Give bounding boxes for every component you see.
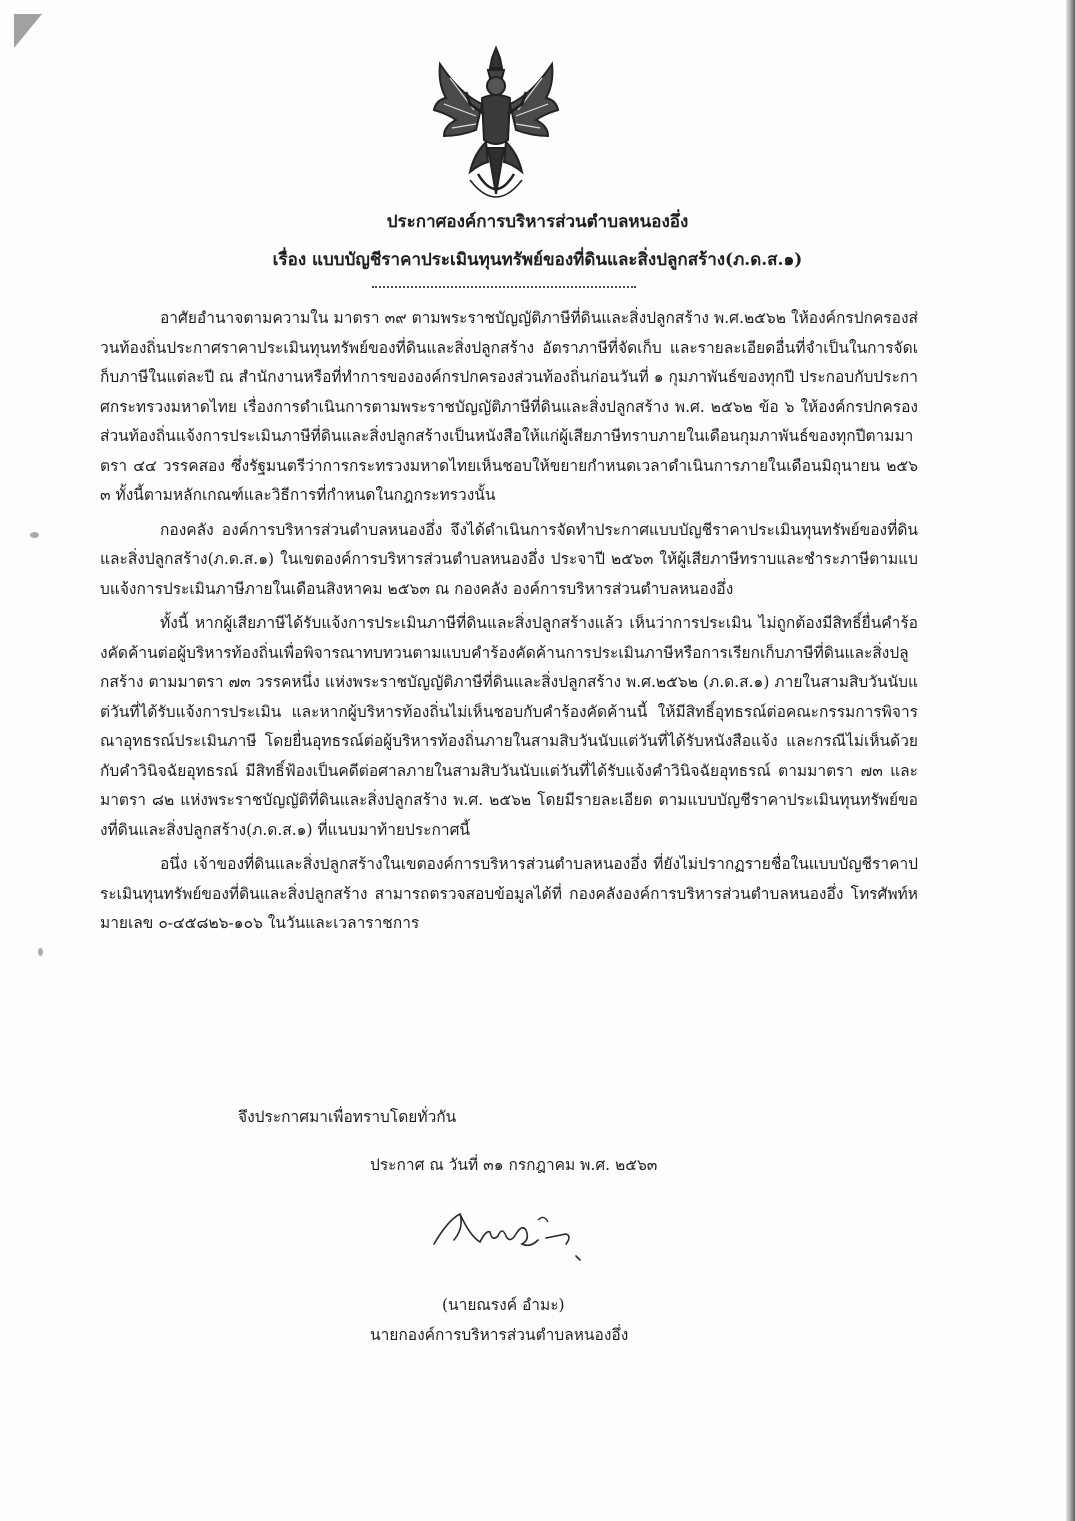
announcement-body <box>100 304 918 944</box>
paragraph-appeal-rights: ทั้งนี้ หากผู้เสียภาษีได้รับแจ้งการประเมินภาษีที่ดินและสิ่งปลูกสร้างแล้ว เห็นว่าการประเมิน ไม่ถูกต้องมีสิทธิ์ยื่นคำร้องคัดค้านต่อผู้บริหารท้องถิ่นเพื่อพิจารณาทบทวนตามแบบคำร้องคัดค้านการประเมินภาษีหรือการเรียกเก็บภาษีที่ดินและสิ่งปลูกสร้าง ตามมาตรา ๗๓ วรรคหนึ่ง แห่งพระราชบัญญัติภาษีที่ดินและสิ่งปลูกสร้าง พ.ศ.๒๕๖๒ (ภ.ด.ส.๑) ภายในสามสิบวันนับแต่วันที่ได้รับแจ้งการประเมิน และหากผู้บริหารท้องถิ่นไม่เห็นชอบกับคำร้องคัดค้านนี้ ให้มีสิทธิ์อุทธรณ์ต่อคณะกรรมการพิจารณาอุทธรณ์ประเมินภาษี โดยยื่นอุทธรณ์ต่อผู้บริหารท้องถิ่นภายในสามสิบวันนับแต่วันที่ได้รับหนังสือแจ้ง และกรณีไม่เห็นด้วย กับคำวินิจฉัยอุทธรณ์ มีสิทธิ์ฟ้องเป็นคดีต่อศาลภายในสามสิบวันนับแต่วันที่ได้รับแจ้งคำวินิจฉัยอุทธรณ์ ตามมาตรา ๗๓ และมาตรา ๘๒ แห่งพระราชบัญญัติที่ดินและสิ่งปลูกสร้าง พ.ศ. ๒๕๖๒ โดยมีรายละเอียด ตามแบบบัญชีราคาประเมินทุนทรัพย์ของที่ดินและสิ่งปลูกสร้าง(ภ.ด.ส.๑) ที่แนบมาท้ายประกาศนี้ <box>100 614 918 839</box>
announcement-title: ประกาศองค์การบริหารส่วนตำบลหนองอึ่ง <box>386 212 689 232</box>
signer-title: นายกองค์การบริหารส่วนตำบลหนองอึ่ง <box>370 1326 629 1344</box>
closing-statement: จึงประกาศมาเพื่อทราบโดยทั่วกัน <box>238 1108 457 1126</box>
paragraph-tax-division: กองคลัง องค์การบริหารส่วนตำบลหนองอึ่ง จึงได้ดำเนินการจัดทำประกาศแบบบัญชีราคาประเมินทุนทรัพย์ของที่ดินและสิ่งปลูกสร้าง(ภ.ด.ส.๑) ในเขตองค์การบริหารส่วนตำบลหนองอึ่ง ประจาปี ๒๕๖๓ ให้ผู้เสียภาษีทราบและชำระภาษีตามแบบแจ้งการประเมินภาษีภายในเดือนสิงหาคม ๒๕๖๓ ณ กองคลัง องค์การบริหารส่วนตำบลหนองอึ่ง <box>100 520 918 598</box>
scan-corner-mark <box>14 14 42 48</box>
paragraph-legal-basis: อาศัยอำนาจตามความใน มาตรา ๓๙ ตามพระราชบัญญัติภาษีที่ดินและสิ่งปลูกสร้าง พ.ศ.๒๕๖๒ ให้องค์กรปกครองส่วนท้องถิ่นประกาศราคาประเมินทุนทรัพย์ของที่ดินและสิ่งปลูกสร้าง อัตราภาษีที่จัดเก็บ และรายละเอียดอื่นที่จำเป็นในการจัดเก็บภาษีในแต่ละปี ณ สำนักงานหรือที่ทำการขององค์กรปกครองส่วนท้องถิ่นก่อนวันที่ ๑ กุมภาพันธ์ของทุกปี ประกอบกับประกาศกระทรวงมหาดไทย เรื่องการดำเนินการตามพระราชบัญญัติภาษีที่ดินและสิ่งปลูกสร้าง พ.ศ. ๒๕๖๒ ข้อ ๖ ให้องค์กรปกครองส่วนท้องถิ่นแจ้งการประเมินภาษีที่ดินและสิ่งปลูกสร้างเป็นหนังสือให้แก่ผู้เสียภาษีทราบภายในเดือนกุมภาพันธ์ของทุกปีตามมาตรา ๔๔ วรรคสอง ซึ่งรัฐมนตรีว่าการกระทรวงมหาดไทยเห็นชอบให้ขยายกำหนดเวลาดำเนินการภายในเดือนมิถุนายน ๒๕๖๓ ทั้งนี้ตามหลักเกณฑ์และวิธีการที่กำหนดในกฎกระทรวงนั้น <box>100 309 918 504</box>
garuda-emblem-icon <box>430 44 562 204</box>
scan-speck <box>38 948 43 956</box>
signer-name: (นายณรงค์ อำมะ) <box>442 1296 565 1314</box>
title-divider <box>372 286 636 288</box>
announcement-date: ประกาศ ณ วันที่ ๓๑ กรกฎาคม พ.ศ. ๒๕๖๓ <box>370 1156 658 1174</box>
handwritten-signature <box>426 1200 606 1270</box>
announcement-subject: เรื่อง แบบบัญชีราคาประเมินทุนทรัพย์ของที่ดินและสิ่งปลูกสร้าง(ภ.ด.ส.๑) <box>272 250 803 270</box>
paragraph-contact: อนึ่ง เจ้าของที่ดินและสิ่งปลูกสร้างในเขตองค์การบริหารส่วนตำบลหนองอึ่ง ที่ยังไม่ปรากฏรายชื่อในแบบบัญชีราคาประเมินทุนทรัพย์ของที่ดินและสิ่งปลูกสร้าง สามารถตรวจสอบข้อมูลได้ที่ กองคลังองค์การบริหารส่วนตำบลหนองอึ่ง โทรศัพท์หมายเลข ๐-๔๕๘๒๖-๑๐๖ ในวันและเวลาราชการ <box>100 855 918 932</box>
scan-speck <box>30 532 39 538</box>
